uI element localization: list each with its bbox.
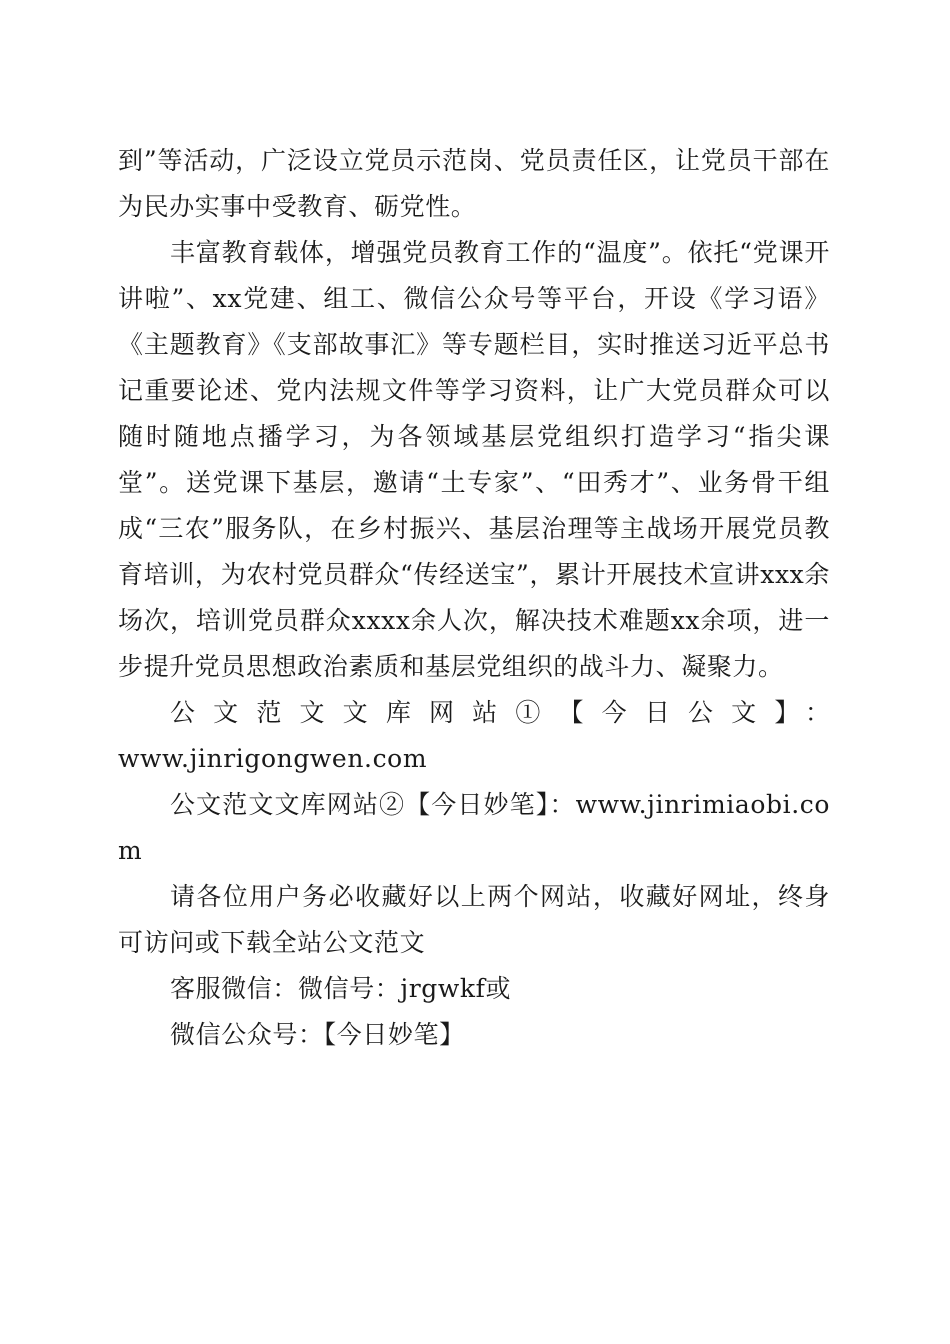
paragraph-continuation: 到”等活动，广泛设立党员示范岗、党员责任区，让党员干部在为民办实事中受教育、砺党性。	[118, 146, 830, 221]
paragraph-education-carrier: 丰富教育载体，增强党员教育工作的“温度”。依托“党课开讲啦”、xx党建、组工、微信公众号等平台，开设《学习语》《主题教育》《支部故事汇》等专题栏目，实时推送习近平总书记重要论述、党内法规文件等学习资料，让广大党员群众可以随时随地点播学习，为各领域基层党组织打造学习“指尖课堂”。送党课下基层，邀请“土专家”、“田秀才”、业务骨干组成“三农”服务队，在乡村振兴、基层治理等主战场开展党员教育培训，为农村党员群众“传经送宝”，累计开展技术宣讲xxx余场次，培训党员群众xxxx余人次，解决技术难题xx余项，进一步提升党员思想政治素质和基层党组织的战斗力、凝聚力。	[118, 238, 830, 681]
footer-site1	[118, 690, 830, 782]
footer-site1-label: 公文范文文库网站①【今日公文】：	[170, 698, 830, 727]
footer-notice: 请各位用户务必收藏好以上两个网站，收藏好网址，终身可访问或下载全站公文范文	[118, 882, 830, 957]
footer-site2: 公文范文文库网站②【今日妙笔】：www.jinrimiaobi.com	[118, 790, 830, 865]
footer-wechat-account: 微信公众号：【今日妙笔】	[170, 1020, 465, 1049]
footer-service: 客服微信：微信号：jrgwkf或	[170, 974, 512, 1003]
document-body	[118, 138, 830, 1058]
footer-site1-url: www.jinrigongwen.com	[118, 744, 428, 773]
